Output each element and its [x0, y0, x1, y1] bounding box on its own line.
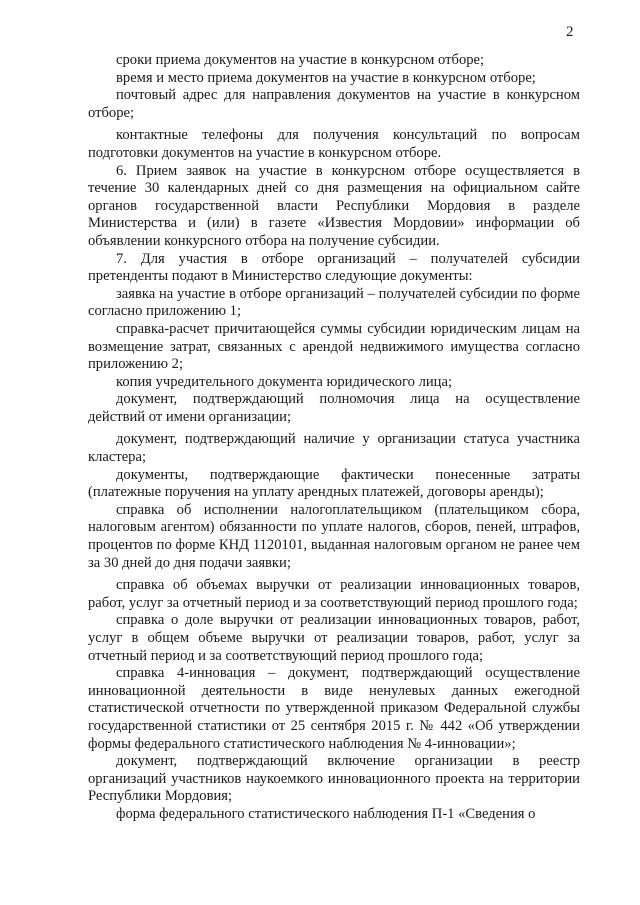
- paragraph: почтовый адрес для направления документов на участие в конкурсном отборе;: [88, 87, 580, 121]
- paragraph: документы, подтверждающие фактически понесенные затраты (платежные поручения на уплату арендных платежей, договоры аренды);: [88, 466, 580, 501]
- page-number: 2: [566, 24, 574, 40]
- paragraph: копия учредительного документа юридического лица;: [116, 373, 453, 390]
- paragraph: справка об объемах выручки от реализации инновационных товаров, работ, услуг за отчетный период и за соответствующий период прошлого года;: [88, 577, 580, 611]
- paragraph: контактные телефоны для получения консультаций по вопросам подготовки документов на участие в конкурсном отборе.: [88, 127, 580, 161]
- paragraph: документ, подтверждающий полномочия лица на осуществление действий от имени организации;: [88, 391, 580, 425]
- paragraph: документ, подтверждающий наличие у организации статуса участника кластера;: [88, 431, 580, 466]
- paragraph: форма федерального статистического наблюдения П-1 «Сведения о: [116, 805, 536, 822]
- paragraph: заявка на участие в отборе организаций – получателей субсидии по форме согласно приложению 1;: [88, 285, 580, 320]
- paragraph: время и место приема документов на участие в конкурсном отборе;: [116, 69, 536, 86]
- paragraph: справка-расчет причитающейся суммы субсидии юридическим лицам на возмещение затрат, связанных с арендой недвижимого имущества согласно приложению 2;: [88, 320, 580, 373]
- document-body: [88, 52, 580, 824]
- paragraph: сроки приема документов на участие в конкурсном отборе;: [116, 52, 485, 68]
- paragraph: 6. Прием заявок на участие в конкурсном отборе осуществляется в течение 30 календарных дней со дня размещения на официальном сайте органов государственной власти Республики Мордовия в разделе Министерства и (или) в газете «Известия Мордовии» информации об объявлении конкурсного отбора на получение субсидии.: [88, 162, 580, 249]
- paragraph: документ, подтверждающий включение организации в реестр организаций участников наукоемкого инновационного проекта на территории Республики Мордовия;: [88, 753, 580, 805]
- paragraph: 7. Для участия в отборе организаций – получателей субсидии претенденты подают в Министерство следующие документы:: [88, 250, 580, 285]
- paragraph: справка 4-инновация – документ, подтверждающий осуществление инновационной деятельности в виде ненулевых данных ежегодной статистической отчетности по утвержденной приказом Федеральной службы государственной статистики от 25 сентября 2015 г. № 442 «Об утверждении формы федерального статистического наблюдения № 4-инновации»;: [88, 665, 580, 752]
- paragraph: справка об исполнении налогоплательщиком (плательщиком сбора, налоговым агентом) обязанности по уплате налогов, сборов, пеней, штрафов, процентов по форме КНД 1120101, выданная налоговым органом не ранее чем за 30 дней до дня подачи заявки;: [88, 501, 580, 571]
- paragraph: справка о доле выручки от реализации инновационных товаров, работ, услуг в общем объеме выручки от реализации товаров, работ, услуг за отчетный период и за соответствующий период прошлого года;: [88, 612, 580, 664]
